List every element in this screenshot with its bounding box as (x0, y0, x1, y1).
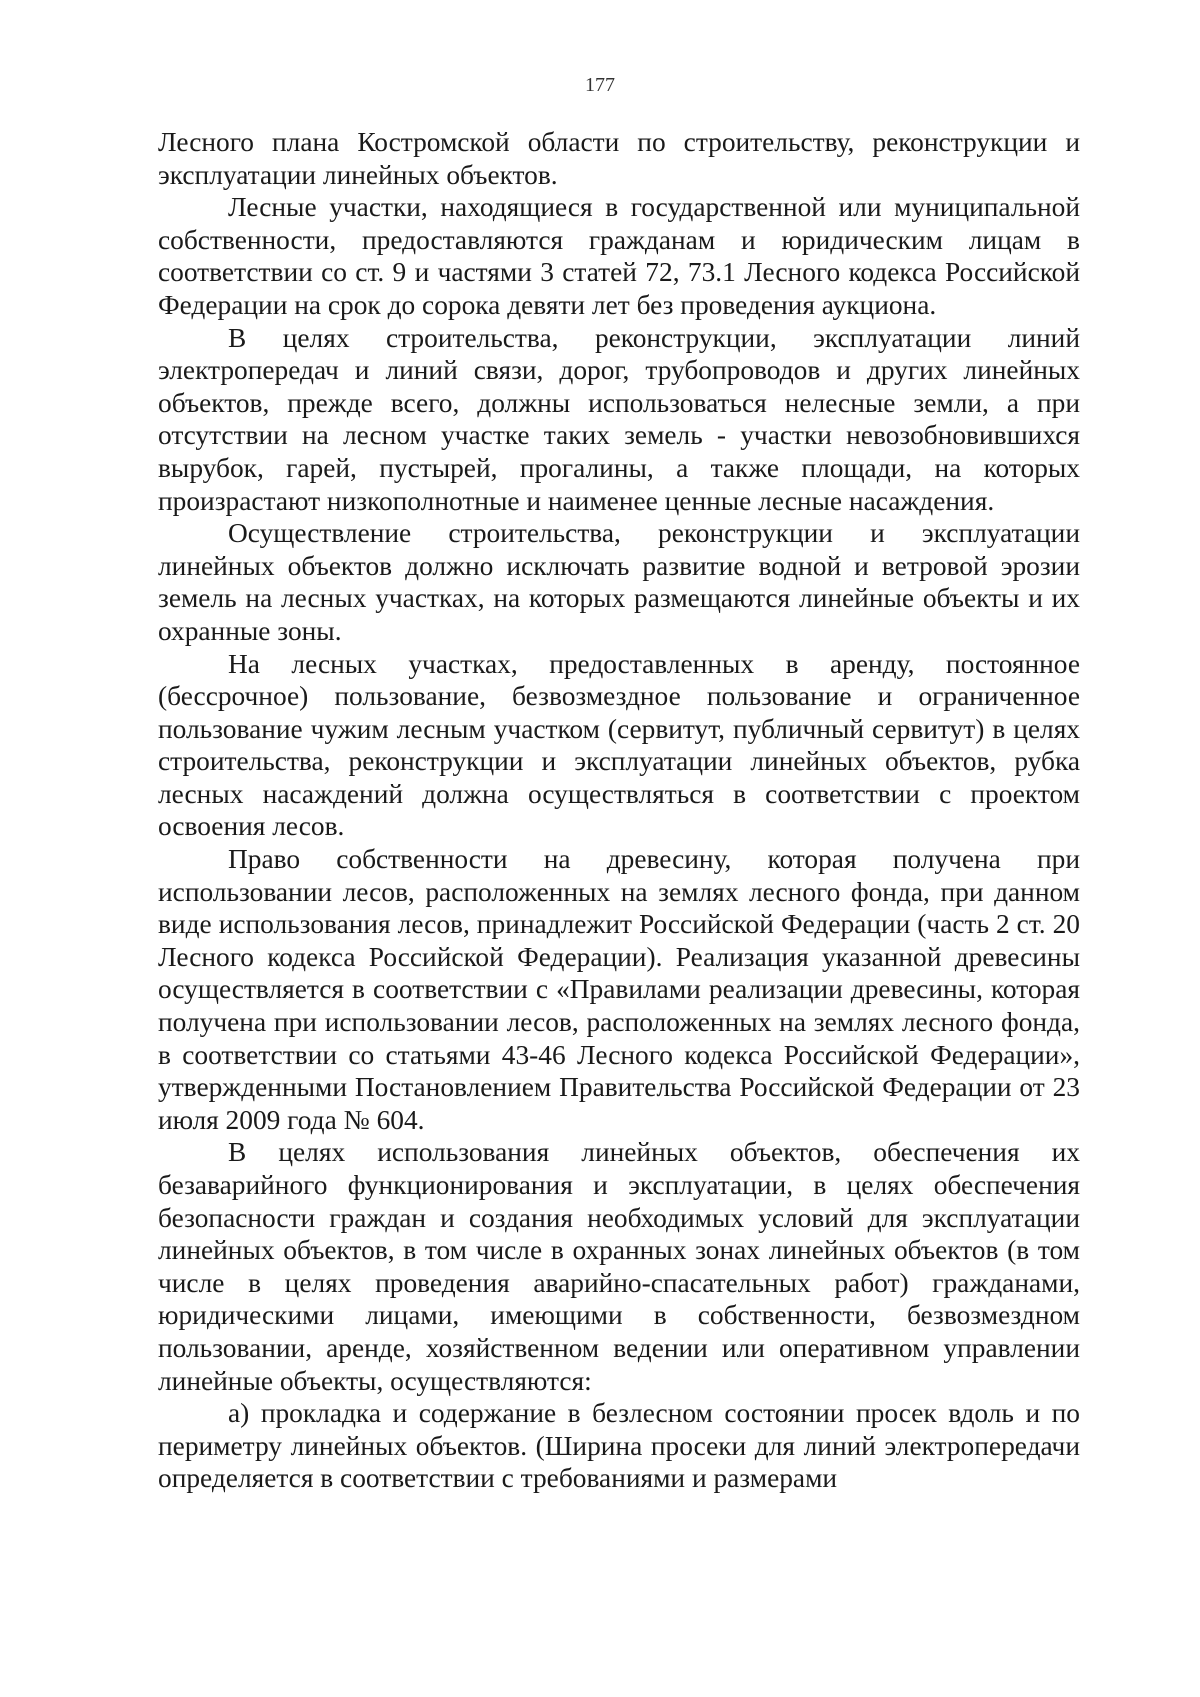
paragraph-8: а) прокладка и содержание в безлесном состоянии просек вдоль и по периметру линейных объектов. (Ширина просеки для линий электропередачи определяется в соответствии с требованиями и размерами (158, 1398, 1080, 1494)
page-number: 177 (585, 74, 615, 96)
paragraph-2: Лесные участки, находящиеся в государственной или муниципальной собственности, предоставляются гражданам и юридическим лицам в соответствии со ст. 9 и частями 3 статей 72, 73.1 Лесного кодекса Российской Федерации на срок до сорока девяти лет без проведения аукциона. (158, 192, 1080, 320)
paragraph-4: Осуществление строительства, реконструкции и эксплуатации линейных объектов должно исключать развитие водной и ветровой эрозии земель на лесных участках, на которых размещаются линейные объекты и их охранные зоны. (158, 518, 1080, 646)
paragraph-6: Право собственности на древесину, которая получена при использовании лесов, расположенных на землях лесного фонда, при данном виде использования лесов, принадлежит Российской Федерации (часть 2 ст. 20 Лесного кодекса Российской Федерации). Реализация указанной древесины осуществляется в соответствии с «Правилами реализации древесины, которая получена при использовании лесов, расположенных на землях лесного фонда, в соответствии со статьями 43-46 Лесного кодекса Российской Федерации», утвержденными Постановлением Правительства Российской Федерации от 23 июля 2009 года № 604. (158, 844, 1080, 1135)
paragraph-3: В целях строительства, реконструкции, эксплуатации линий электропередач и линий связи, дорог, трубопроводов и других линейных объектов, прежде всего, должны использоваться нелесные земли, а при отсутствии на лесном участке таких земель - участки невозобновившихся вырубок, гарей, пустырей, прогалины, а также площади, на которых произрастают низкополнотные и наименее ценные лесные насаждения. (158, 322, 1080, 516)
document-body (158, 126, 1080, 1495)
paragraph-1: Лесного плана Костромской области по строительству, реконструкции и эксплуатации линейных объектов. (158, 127, 1080, 190)
paragraph-5: На лесных участках, предоставленных в аренду, постоянное (бессрочное) пользование, безвозмездное пользование и ограниченное пользование чужим лесным участком (сервитут, публичный сервитут) в целях строительства, реконструкции и эксплуатации линейных объектов, рубка лесных насаждений должна осуществляться в соответствии с проектом освоения лесов. (158, 648, 1080, 842)
paragraph-7: В целях использования линейных объектов, обеспечения их безаварийного функционирования и эксплуатации, в целях обеспечения безопасности граждан и создания необходимых условий для эксплуатации линейных объектов, в том числе в охранных зонах линейных объектов (в том числе в целях проведения аварийно-спасательных работ) гражданами, юридическими лицами, имеющими в собственности, безвозмездном пользовании, аренде, хозяйственном ведении или оперативном управлении линейные объекты, осуществляются: (158, 1137, 1080, 1396)
